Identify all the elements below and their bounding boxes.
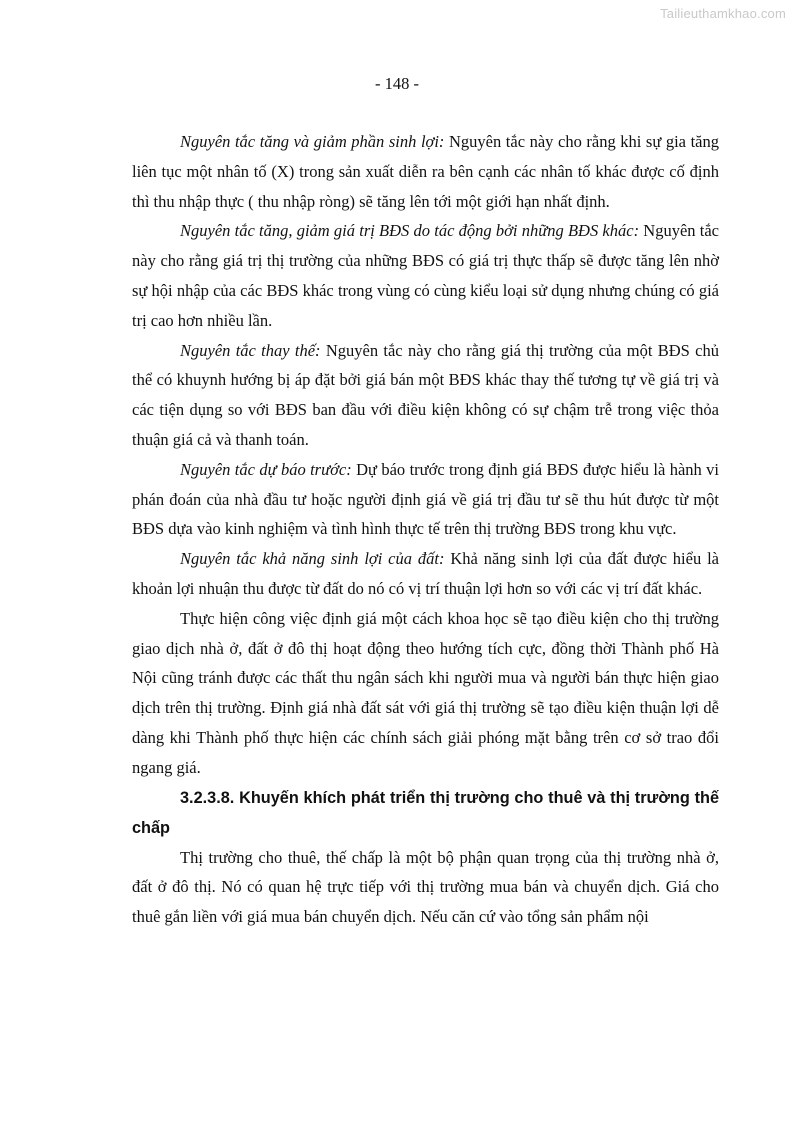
paragraph-text: Nguyên tắc này cho rằng khi sự gia tăng liên tục một nhân tố (X) trong sản xuất diễn ra bên cạnh các nhân tố khác được cố định thì thu nhập thực ( thu nhập ròng) sẽ tăng lên tới một giới hạn nhất định. bbox=[132, 132, 719, 211]
principle-title: Nguyên tắc thay thế: bbox=[180, 340, 321, 360]
principle-title: Nguyên tắc tăng và giảm phần sinh lợi: bbox=[180, 132, 445, 151]
watermark: Tailieuthamkhao.com bbox=[660, 6, 786, 21]
paragraph-text: Dự báo trước trong định giá BĐS được hiểu là hành vi phán đoán của nhà đầu tư hoặc người định giá về giá trị đầu tư sẽ thu hút được từ một BĐS dựa vào kinh nghiệm và tình hình thực tế trên thị trường BĐS trong khu vực. bbox=[132, 459, 719, 539]
page-body bbox=[132, 127, 719, 932]
page-number: - 148 - bbox=[375, 74, 419, 93]
paragraph-land-profitability bbox=[132, 544, 719, 604]
principle-title: Nguyên tắc tăng, giảm giá trị BĐS do tác động bởi những BĐS khác: bbox=[180, 221, 640, 241]
paragraph-substitution bbox=[132, 336, 719, 455]
paragraph-text: Thực hiện công việc định giá một cách khoa học sẽ tạo điều kiện cho thị trường giao dịch nhà ở, đất ở đô thị hoạt động theo hướng tích cực, đồng thời Thành phố Hà Nội cũng tránh được các thất thu ngân sách khi người mua và người bán thực hiện giao dịch trên thị trường. Định giá nhà đất sát với giá thị trường sẽ tạo điều kiện thuận lợi dễ dàng khi Thành phố thực hiện các chính sách giải phóng mặt bằng trên cơ sở trao đổi ngang giá. bbox=[132, 608, 719, 777]
paragraph-text: Nguyên tắc này cho rằng giá trị thị trường của những BĐS có giá trị thực thấp sẽ được tăng lên nhờ sự hội nhập của các BĐS khác trong vùng có cùng kiểu loại sử dụng nhưng chúng có giá trị cao hơn nhiều lần. bbox=[132, 221, 719, 330]
paragraph-diminishing-returns bbox=[132, 127, 719, 216]
paragraph-rental-market: Thị trường cho thuê, thế chấp là một bộ phận quan trọng của thị trường nhà ở, đất ở đô thị. Nó có quan hệ trực tiếp với thị trường mua bán và chuyển dịch. Giá cho thuê gắn liền với giá mua bán chuyển dịch. Nếu căn cứ vào tổng sản phẩm nội bbox=[132, 847, 719, 927]
paragraph-text: Khả năng sinh lợi của đất được hiểu là khoản lợi nhuận thu được từ đất do nó có vị trí thuận lợi hơn so với các vị trí đất khác. bbox=[132, 549, 720, 598]
paragraph-text: Nguyên tắc này cho rằng giá thị trường của một BĐS chủ thể có khuynh hướng bị áp đặt bởi giá bán một BĐS khác thay thế tương tự về giá trị và các tiện dụng so với BĐS ban đầu với điều kiện không có sự chậm trễ trong việc thỏa thuận giá cả và thanh toán. bbox=[132, 340, 719, 449]
paragraph-anticipation bbox=[132, 455, 719, 544]
principle-title: Nguyên tắc dự báo trước: bbox=[180, 459, 352, 479]
paragraph-external-influence bbox=[132, 216, 719, 335]
principle-title: Nguyên tắc khả năng sinh lợi của đất: bbox=[180, 549, 445, 569]
section-heading: 3.2.3.8. Khuyến khích phát triển thị trường cho thuê và thị trường thế chấp bbox=[132, 788, 719, 837]
paragraph-valuation-benefits bbox=[132, 604, 719, 783]
